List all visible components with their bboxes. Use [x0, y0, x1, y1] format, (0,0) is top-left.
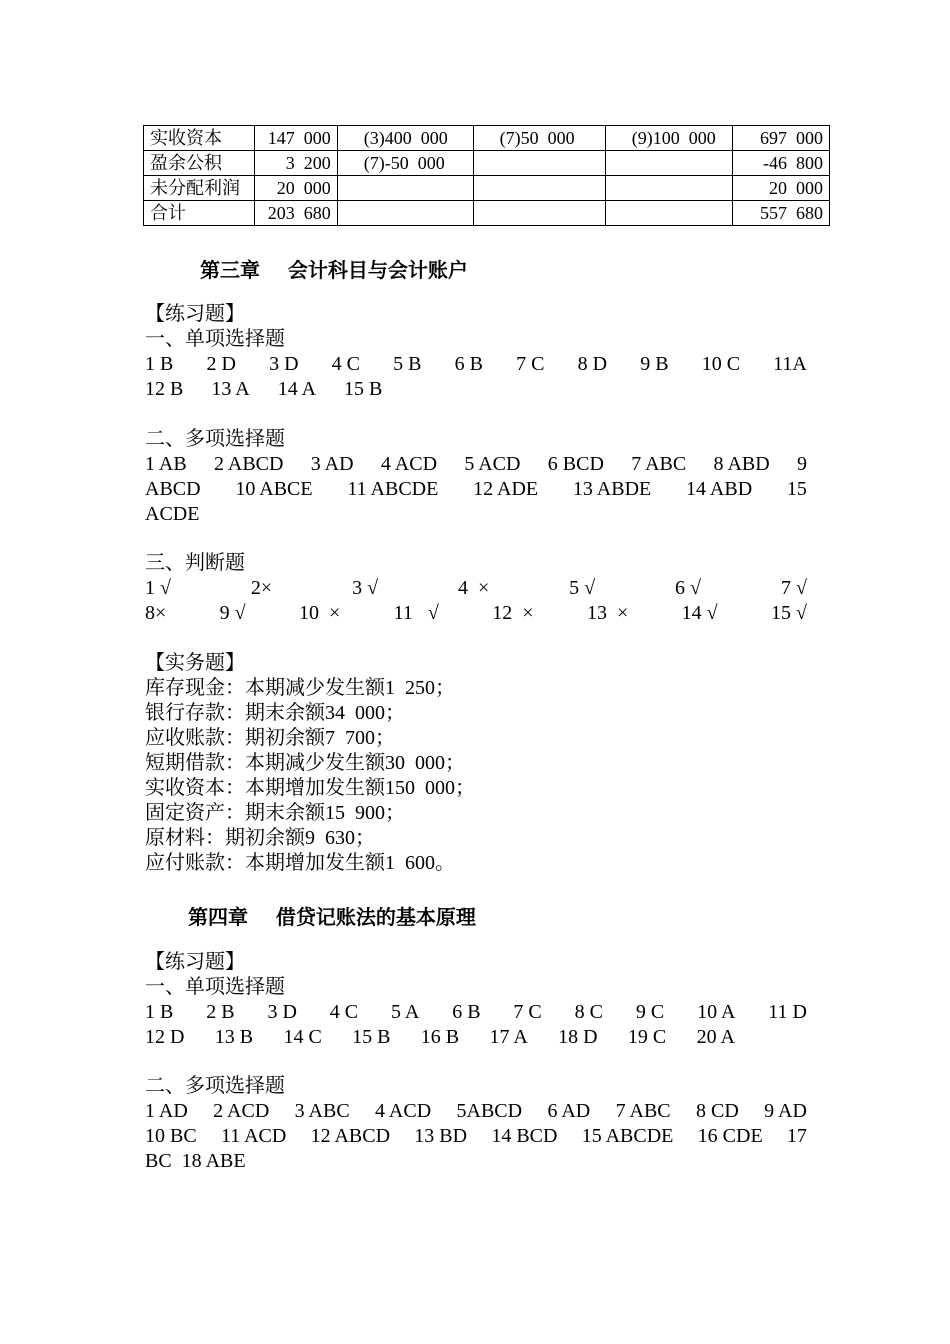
answer-item: 15 B	[352, 1026, 391, 1048]
answer-item: ABCD	[145, 478, 201, 500]
answer-item: 10 A	[697, 1001, 736, 1023]
ch3-practice-label: 【练习题】	[145, 303, 245, 325]
ledger-cell-c1	[337, 176, 473, 201]
answer-item: 4 ACD	[380, 453, 438, 475]
answer-item: 10 ABCE	[235, 478, 313, 500]
answer-item: 2 ABCD	[214, 453, 284, 475]
ledger-cell-closing: 557 680	[733, 201, 830, 226]
ch3-multi-choice-label: 二、多项选择题	[145, 428, 285, 450]
answer-item: 7 √	[780, 577, 807, 599]
answer-item: 10 ×	[299, 602, 341, 624]
answer-item: 2 D	[206, 353, 236, 375]
answer-item: 8 ABD	[713, 453, 770, 475]
answer-item: 14 C	[283, 1026, 322, 1048]
practical-line: 实收资本：本期增加发生额150 000；	[145, 777, 475, 799]
answer-item: 11A	[773, 353, 807, 375]
answer-item: 5 A	[390, 1001, 420, 1023]
answer-item: 9	[796, 453, 807, 475]
answer-item: 6 √	[675, 577, 702, 599]
ledger-cell-name: 未分配利润	[144, 176, 255, 201]
answer-item: 3 D	[267, 1001, 297, 1023]
answer-item: 8 CD	[696, 1100, 739, 1122]
answer-item: 9 B	[640, 353, 669, 375]
answer-item: 1 AD	[145, 1100, 188, 1122]
answer-item: 5 ACD	[464, 453, 521, 475]
ledger-cell-c2	[473, 176, 605, 201]
practical-line: 原材料：期初余额9 630；	[145, 827, 375, 849]
answer-item: 6 BCD	[547, 453, 604, 475]
ledger-cell-opening: 3 200	[255, 151, 337, 176]
ledger-cell-c2	[473, 151, 605, 176]
answer-item: 3 D	[269, 353, 299, 375]
ch3-multi-row-2	[145, 477, 807, 502]
answer-item: 6 B	[452, 1001, 481, 1023]
answer-item: 1 B	[145, 353, 174, 375]
answer-item: 14 A	[277, 378, 317, 400]
ch4-single-row-2	[145, 1025, 735, 1050]
answer-item: 7 ABC	[631, 453, 687, 475]
ledger-row	[144, 176, 830, 201]
answer-item: 10 BC	[145, 1125, 197, 1147]
answer-item: 11 √	[393, 602, 439, 624]
answer-item: 12 ADE	[473, 478, 539, 500]
answer-item: 4 C	[329, 1001, 359, 1023]
answer-item: 3 AD	[310, 453, 354, 475]
answer-item: 7 C	[516, 353, 545, 375]
answer-item: 19 C	[627, 1026, 667, 1048]
ledger-cell-c3: (9)100 000	[605, 126, 733, 151]
answer-item: 12 D	[145, 1026, 185, 1048]
answer-item: 16 CDE	[697, 1125, 763, 1147]
answer-item: 13 A	[211, 378, 250, 400]
ch3-multi-row-1	[145, 452, 807, 477]
ch4-single-choice-label: 一、单项选择题	[145, 976, 285, 998]
answer-item: 11 ABCDE	[347, 478, 439, 500]
answer-item: 17 A	[489, 1026, 528, 1048]
ch4-multi-choice-label: 二、多项选择题	[145, 1075, 285, 1097]
ch3-single-choice-label: 一、单项选择题	[145, 328, 285, 350]
ledger-row	[144, 151, 830, 176]
ch4-multi-row-1	[145, 1099, 807, 1124]
ch3-judge-row-1	[145, 576, 807, 601]
ledger-row	[144, 201, 830, 226]
answer-item: 2 B	[206, 1001, 235, 1023]
ledger-cell-c3	[605, 201, 733, 226]
answer-item: 7 ABC	[615, 1100, 671, 1122]
answer-item: 4 ACD	[375, 1100, 432, 1122]
ch3-judge-label: 三、判断题	[145, 552, 245, 574]
answer-item: 16 B	[420, 1026, 460, 1048]
ledger-cell-c1: (3)400 000	[337, 126, 473, 151]
answer-item: 8 D	[577, 353, 608, 375]
answer-item: 2×	[250, 577, 273, 599]
chapter-4-title: 第四章 借贷记账法的基本原理	[188, 905, 476, 929]
ledger-row	[144, 126, 830, 151]
ledger-cell-c3	[605, 151, 733, 176]
answer-item: 6 B	[454, 353, 483, 375]
answer-item: 13 B	[214, 1026, 254, 1048]
answer-item: 13 BD	[414, 1125, 468, 1147]
practical-line: 应收账款：期初余额7 700；	[145, 727, 395, 749]
answer-item: 15 B	[344, 378, 383, 400]
ledger-cell-c2	[473, 201, 605, 226]
answer-item: 20 A	[696, 1026, 735, 1048]
answer-item: 12 B	[145, 378, 184, 400]
answer-item: 5 √	[569, 577, 596, 599]
answer-item: 15	[786, 478, 807, 500]
answer-item: 3 √	[352, 577, 379, 599]
answer-item: 15 √	[770, 602, 807, 624]
answer-item: 18 D	[558, 1026, 598, 1048]
answer-item: 14 √	[681, 602, 718, 624]
ch3-judge-row-2	[145, 601, 807, 626]
ch4-practice-label: 【练习题】	[145, 951, 245, 973]
answer-item: 10 C	[701, 353, 741, 375]
answer-item: 8×	[145, 602, 167, 624]
answer-item: 6 AD	[547, 1100, 591, 1122]
chapter-3-title: 第三章 会计科目与会计账户	[200, 258, 468, 282]
ch3-practical-label: 【实务题】	[145, 652, 245, 674]
ch3-multi-row-3: ACDE	[145, 503, 200, 525]
answer-item: 4 C	[331, 353, 361, 375]
answer-item: 14 BCD	[491, 1125, 558, 1147]
answer-item: 13 ×	[586, 602, 629, 624]
practical-line: 库存现金：本期减少发生额1 250；	[145, 677, 455, 699]
ch4-multi-row-3: BC 18 ABE	[145, 1150, 246, 1172]
answer-item: 9 AD	[764, 1100, 807, 1122]
answer-item: 1 AB	[145, 453, 187, 475]
ch3-single-row-1	[145, 352, 807, 377]
ledger-cell-name: 盈余公积	[144, 151, 255, 176]
ledger-cell-closing: -46 800	[733, 151, 830, 176]
ledger-cell-closing: 697 000	[733, 126, 830, 151]
ledger-cell-opening: 147 000	[255, 126, 337, 151]
ledger-cell-name: 合计	[144, 201, 255, 226]
ch4-single-row-1	[145, 1000, 807, 1025]
practical-line: 应付账款：本期增加发生额1 600。	[145, 852, 455, 874]
answer-item: 9 √	[219, 602, 246, 624]
answer-item: 14 ABD	[686, 478, 753, 500]
ledger-cell-opening: 203 680	[255, 201, 337, 226]
ledger-cell-c1: (7)-50 000	[337, 151, 473, 176]
answer-item: 4 ×	[457, 577, 490, 599]
ch4-multi-row-2	[145, 1124, 807, 1149]
answer-item: 12 ABCD	[310, 1125, 391, 1147]
ledger-cell-c2: (7)50 000	[473, 126, 605, 151]
answer-item: 5ABCD	[456, 1100, 523, 1122]
answer-item: 9 C	[635, 1001, 665, 1023]
answer-item: 1 √	[145, 577, 171, 599]
ch3-single-row-2	[145, 377, 807, 402]
answer-item: 11 ACD	[220, 1125, 287, 1147]
ledger-cell-c3	[605, 176, 733, 201]
ledger-cell-c1	[337, 201, 473, 226]
answer-item: 13 ABDE	[572, 478, 652, 500]
answer-item: 15 ABCDE	[581, 1125, 674, 1147]
ledger-table	[143, 125, 830, 226]
practical-line: 银行存款：期末余额34 000；	[145, 702, 405, 724]
answer-item: 3 ABC	[294, 1100, 350, 1122]
ledger-cell-opening: 20 000	[255, 176, 337, 201]
ledger-cell-closing: 20 000	[733, 176, 830, 201]
answer-item: 17	[786, 1125, 807, 1147]
practical-line: 固定资产：期末余额15 900；	[145, 802, 405, 824]
answer-item: 12 ×	[492, 602, 534, 624]
answer-item: 11 D	[768, 1001, 807, 1023]
answer-item: 8 C	[574, 1001, 603, 1023]
answer-item: 5 B	[393, 353, 422, 375]
answer-item: 2 ACD	[213, 1100, 270, 1122]
practical-line: 短期借款：本期减少发生额30 000；	[145, 752, 465, 774]
ledger-cell-name: 实收资本	[144, 126, 255, 151]
answer-item: 1 B	[145, 1001, 174, 1023]
answer-item: 7 C	[513, 1001, 542, 1023]
